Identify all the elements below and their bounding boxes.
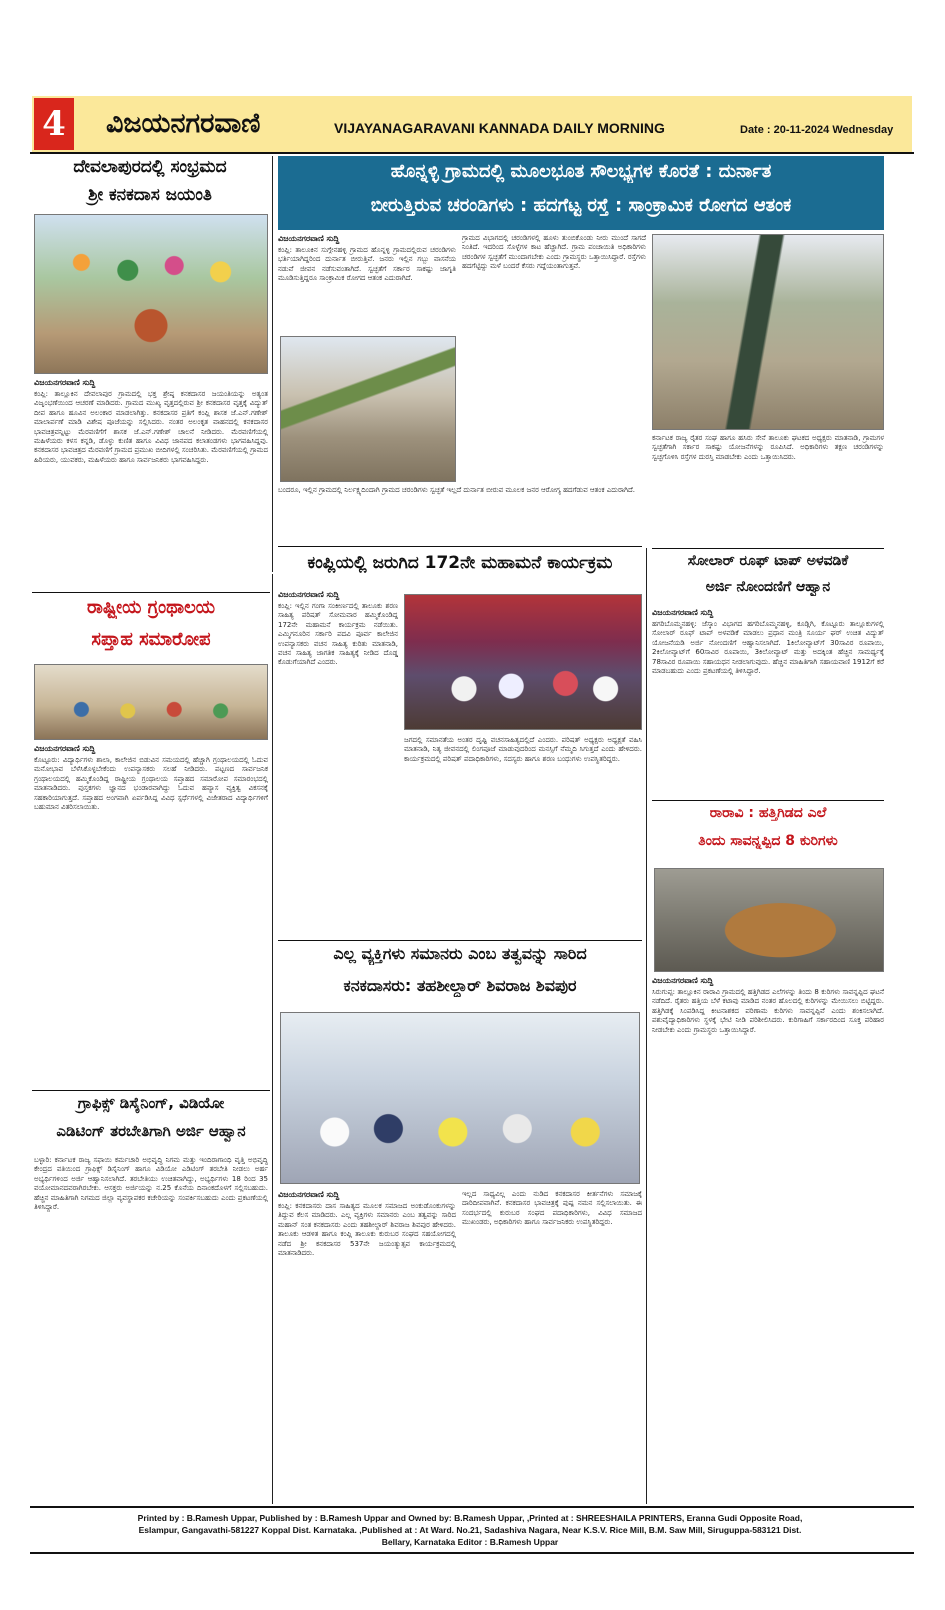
column-divider	[646, 548, 647, 1504]
imprint-line: Printed by : B.Ramesh Uppar, Published by : B.Ramesh Uppar and Owned by: B.Ramesh Uppar, ,Printed at : SHREESHAILA PRINTERS, Eranna Gudi Opposite Road,	[137, 1513, 803, 1523]
headline: ದೇವಲಾಪುರದಲ್ಲಿ ಸಂಭ್ರಮದ	[73, 157, 227, 177]
article-body: ಕರ್ನಾಟಕ ರಾಜ್ಯ ರೈತರ ಸಂಘ ಹಾಗೂ ಹಸಿರು ಸೇನೆ ತಾಲೂಕು ಘಟಕದ ಅಧ್ಯಕ್ಷರು ಮಾತನಾಡಿ, ಗ್ರಾಮಗಳ ಸ್ವಚ್ಛತೆಗಾಗಿ ಸರ್ಕಾರ ಸಾಕಷ್ಟು ಯೋಜನೆಗಳನ್ನು ರೂಪಿಸಿದೆ. ಅಧಿಕಾರಿಗಳು ತಕ್ಷಣ ಚರಂಡಿಗಳನ್ನು ಸ್ವಚ್ಛಗೊಳಿಸಿ ರಸ್ತೆಗಳ ದುರಸ್ತಿ ಮಾಡಬೇಕು ಎಂದು ಒತ್ತಾಯಿಸಿದರು.	[652, 434, 884, 461]
headline: ಬೀರುತ್ತಿರುವ ಚರಂಡಿಗಳು : ಹದಗೆಟ್ಟ ರಸ್ತೆ : ಸಾಂಕ್ರಾಮಿಕ ರೋಗದ ಆತಂಕ	[370, 195, 792, 216]
headline: ಸಪ್ತಾಹ ಸಮಾರೋಪ	[91, 629, 211, 650]
article-body: ಗ್ರಾಮದ ವಿಭಾಗದಲ್ಲಿ ಚರಂಡಿಗಳಲ್ಲಿ ಹೂಳು ತುಂಬಿಕೊಂಡು ನೀರು ಮುಂದೆ ಸಾಗದೆ ನಿಂತಿದೆ. ಇದರಿಂದ ಸೊಳ್ಳೆಗಳ ಕಾಟ ಹೆಚ್ಚಾಗಿದೆ. ಗ್ರಾಮ ಪಂಚಾಯಿತಿ ಅಧಿಕಾರಿಗಳು ಚರಂಡಿಗಳ ಸ್ವಚ್ಛತೆಗೆ ಮುಂದಾಗಬೇಕು ಎಂದು ಗ್ರಾಮಸ್ಥರು ಒತ್ತಾಯಿಸಿದ್ದಾರೆ. ರಸ್ತೆಗಳು ಹದಗೆಟ್ಟಿದ್ದು ಮಳೆ ಬಂದರೆ ಕೆಸರು ಗದ್ದೆಯಂತಾಗುತ್ತವೆ.	[462, 234, 646, 271]
photo-jayanti-group	[280, 1012, 640, 1184]
photo-open-drain	[652, 234, 884, 430]
photo-mahamane-stage	[404, 594, 642, 730]
imprint-line: Eslampur, Gangavathi-581227 Koppal Dist. Karnataka. ,Published at : At Ward. No.21, Sadashiva Nagara, Near K.S.V. Rice Mill, B.M. Saw Mill, Siruguppa-583121 Dist.	[138, 1525, 802, 1535]
article-body: ಕಂಪ್ಲಿ: ಇಲ್ಲಿನ ಗಂಗಾ ಸಂಕೀರ್ಣದಲ್ಲಿ ತಾಲೂಕು ಶರಣ ಸಾಹಿತ್ಯ ಪರಿಷತ್ ಸೋಮವಾರ ಹಮ್ಮಿಕೊಂಡಿದ್ದ 172ನೇ ಮಹಾಮನೆ ಕಾರ್ಯಕ್ರಮ ನಡೆಯಿತು. ಎಮ್ಮಿಗನೂರಿನ ಸರ್ಕಾರಿ ಪದವಿ ಪೂರ್ವ ಕಾಲೇಜಿನ ಉಪನ್ಯಾಸಕರು ವಚನ ಸಾಹಿತ್ಯ ಕುರಿತು ಮಾತನಾಡಿ, ವಚನ ಸಾಹಿತ್ಯ ಜಾಗತಿಕ ಸಾಹಿತ್ಯಕ್ಕೆ ನೀಡಿದ ದೊಡ್ಡ ಕೊಡುಗೆಯಾಗಿದೆ ಎಂದರು.	[278, 602, 398, 667]
photo-village-street	[280, 336, 456, 482]
photo-jayanti-procession	[34, 214, 268, 374]
masthead-title-kannada: ವಿಜಯನಗರವಾಣಿ	[106, 108, 261, 139]
dateline: ವಿಜಯನಗರವಾಣಿ ಸುದ್ದಿ	[278, 590, 340, 599]
dateline: ವಿಜಯನಗರವಾಣಿ ಸುದ್ದಿ	[278, 1190, 340, 1199]
section-rule	[652, 548, 884, 549]
article-body: ಜಗದಲ್ಲಿ ಸಮಾನತೆಯ ಅಂತರ ದೃಷ್ಟಿ ವಚನಸಾಹಿತ್ಯದಲ್ಲಿದೆ ಎಂದರು. ಪರಿಷತ್ ಅಧ್ಯಕ್ಷರು ಅಧ್ಯಕ್ಷತೆ ವಹಿಸಿ ಮಾತನಾಡಿ, ನಿತ್ಯ ಜೀವನದಲ್ಲಿ ಲಿಂಗಪೂಜೆ ಮಾಡುವುದರಿಂದ ಮನಸ್ಸಿಗೆ ನೆಮ್ಮದಿ ಸಿಗುತ್ತದೆ ಎಂದು ಹೇಳಿದರು. ಕಾರ್ಯಕ್ರಮದಲ್ಲಿ ಪರಿಷತ್ ಪದಾಧಿಕಾರಿಗಳು, ಸದಸ್ಯರು ಹಾಗೂ ಶರಣ ಬಂಧುಗಳು ಉಪಸ್ಥಿತರಿದ್ದರು.	[404, 736, 642, 763]
photo-library-event	[34, 664, 268, 740]
section-rule	[652, 800, 884, 801]
headline: ರಾರಾವಿ : ಹತ್ತಿಗಿಡದ ಎಲೆ	[709, 805, 827, 821]
imprint-line: Bellary, Karnataka Editor : B.Ramesh Uppar	[381, 1537, 559, 1547]
dateline: ವಿಜಯನಗರವಾಣಿ ಸುದ್ದಿ	[278, 234, 340, 243]
column-divider	[272, 574, 273, 1504]
headline: ಹೊನ್ನಳ್ಳಿ ಗ್ರಾಮದಲ್ಲಿ ಮೂಲಭೂತ ಸೌಲಭ್ಯಗಳ ಕೊರತೆ : ದುರ್ನಾತ	[390, 161, 772, 182]
footer-rule	[30, 1552, 914, 1554]
article-body: ಬಳ್ಳಾರಿ: ಕರ್ನಾಟಕ ರಾಜ್ಯ ಸಫಾಯಿ ಕರ್ಮಚಾರಿ ಅಭಿವೃದ್ಧಿ ನಿಗಮ ಮತ್ತು ಇಂದಿರಾಗಾಂಧಿ ವೃತ್ತಿ ಅಭಿವೃದ್ಧಿ ಕೇಂದ್ರದ ವತಿಯಿಂದ ಗ್ರಾಫಿಕ್ಸ್ ಡಿಸೈನಿಂಗ್ ಹಾಗೂ ವಿಡಿಯೋ ಎಡಿಟಿಂಗ್ ತರಬೇತಿ ನೀಡಲು ಅರ್ಹ ಅಭ್ಯರ್ಥಿಗಳಿಂದ ಅರ್ಜಿ ಆಹ್ವಾನಿಸಲಾಗಿದೆ. ತರಬೇತಿಯು ಉಚಿತವಾಗಿದ್ದು, ಅಭ್ಯರ್ಥಿಗಳು 18 ರಿಂದ 35 ವಯೋಮಾನದವರಾಗಿರಬೇಕು. ಆಸಕ್ತರು ಅರ್ಜಿಯನ್ನು ನ.25 ಕೊನೆಯ ದಿನಾಂಕದೊಳಗೆ ಸಲ್ಲಿಸಬಹುದು. ಹೆಚ್ಚಿನ ಮಾಹಿತಿಗಾಗಿ ನಿಗಮದ ಜಿಲ್ಲಾ ವ್ಯವಸ್ಥಾಪಕರ ಕಚೇರಿಯನ್ನು ಸಂಪರ್ಕಿಸಬಹುದು ಎಂದು ಪ್ರಕಟಣೆಯಲ್ಲಿ ತಿಳಿಸಿದ್ದಾರೆ.	[34, 1156, 268, 1212]
masthead-date: Date : 20-11-2024 Wednesday	[740, 124, 894, 136]
headline: ರಾಷ್ಟ್ರೀಯ ಗ್ರಂಥಾಲಯ	[86, 597, 216, 618]
headline: ಕಂಪ್ಲಿಯಲ್ಲಿ ಜರುಗಿದ 172ನೇ ಮಹಾಮನೆ ಕಾರ್ಯಕ್ರಮ	[307, 553, 613, 573]
headline: ತಿಂದು ಸಾವನ್ನಪ್ಪಿದ 8 ಕುರಿಗಳು	[698, 833, 838, 849]
headline: ಗ್ರಾಫಿಕ್ಸ್ ಡಿಸೈನಿಂಗ್, ವಿಡಿಯೋ	[77, 1094, 225, 1112]
column-divider	[272, 156, 273, 572]
article-body: ಕೊಟ್ಟೂರು: ವಿದ್ಯಾರ್ಥಿಗಳು ಶಾಲಾ, ಕಾಲೇಜಿನ ಬಿಡುವಿನ ಸಮಯದಲ್ಲಿ ಹೆಚ್ಚಾಗಿ ಗ್ರಂಥಾಲಯದಲ್ಲಿ ಓದುವ ಮನೋಭಾವ ಬೆಳೆಸಿಕೊಳ್ಳಬೇಕೆಂದು ಉಪನ್ಯಾಸಕರು ಸಲಹೆ ನೀಡಿದರು. ಪಟ್ಟಣದ ಸಾರ್ವಜನಿಕ ಗ್ರಂಥಾಲಯದಲ್ಲಿ ಹಮ್ಮಿಕೊಂಡಿದ್ದ ರಾಷ್ಟ್ರೀಯ ಗ್ರಂಥಾಲಯ ಸಪ್ತಾಹದ ಸಮಾರೋಪ ಸಮಾರಂಭದಲ್ಲಿ ಮಾತನಾಡಿದರು. ಪುಸ್ತಕಗಳು ಜ್ಞಾನದ ಭಂಡಾರವಾಗಿದ್ದು ಓದುವ ಹವ್ಯಾಸ ವ್ಯಕ್ತಿತ್ವ ವಿಕಸನಕ್ಕೆ ಸಹಕಾರಿಯಾಗುತ್ತದೆ. ಸಪ್ತಾಹದ ಅಂಗವಾಗಿ ಏರ್ಪಡಿಸಿದ್ದ ವಿವಿಧ ಸ್ಪರ್ಧೆಗಳಲ್ಲಿ ವಿಜೇತರಾದ ವಿದ್ಯಾರ್ಥಿಗಳಿಗೆ ಬಹುಮಾನ ವಿತರಿಸಲಾಯಿತು.	[34, 756, 268, 812]
headline: ಎಡಿಟಿಂಗ್ ತರಬೇತಿಗಾಗಿ ಅರ್ಜಿ ಆಹ್ವಾನ	[56, 1122, 246, 1140]
headline: ಶ್ರೀ ಕನಕದಾಸ ಜಯಂತಿ	[88, 185, 212, 205]
photo-dead-goats	[654, 868, 884, 972]
article-body: ಕಂಪ್ಲಿ: ಕನಕದಾಸರು ದಾಸ ಸಾಹಿತ್ಯದ ಮೂಲಕ ಸಮಾಜದ ಅಂಕುಡೊಂಕುಗಳನ್ನು ತಿದ್ದುವ ಕೆಲಸ ಮಾಡಿದರು. ಎಲ್ಲ ವ್ಯಕ್ತಿಗಳು ಸಮಾನರು ಎಂಬ ತತ್ವವನ್ನು ಸಾರಿದ ಮಹಾನ್ ಸಂತ ಕನಕದಾಸರು ಎಂದು ತಹಶೀಲ್ದಾರ್ ಶಿವರಾಜ ಶಿವಪುರ ಹೇಳಿದರು. ತಾಲೂಕು ಆಡಳಿತ ಹಾಗೂ ಕಂಪ್ಲಿ ತಾಲೂಕು ಕುರುಬರ ಸಂಘದ ಸಹಯೋಗದಲ್ಲಿ ನಡೆದ ಶ್ರೀ ಕನಕದಾಸರ 537ನೇ ಜಯಂತ್ಯುತ್ಸವ ಕಾರ್ಯಕ್ರಮದಲ್ಲಿ ಮಾತನಾಡಿದರು.	[278, 1202, 456, 1258]
headline: ಅರ್ಜಿ ನೋಂದಣಿಗೆ ಆಹ್ವಾನ	[705, 579, 831, 595]
section-rule	[32, 592, 270, 593]
dateline: ವಿಜಯನಗರವಾಣಿ ಸುದ್ದಿ	[652, 976, 714, 985]
section-rule	[32, 1090, 270, 1091]
article-body: ಇಲ್ಲದ ಸಾಧ್ಯವಿಲ್ಲ ಎಂದು ನುಡಿದ ಕನಕದಾಸರ ಕೀರ್ತನೆಗಳು ಸಮಾಜಕ್ಕೆ ದಾರಿದೀಪವಾಗಿವೆ. ಕನಕದಾಸರ ಭಾವಚಿತ್ರಕ್ಕೆ ಪುಷ್ಪ ನಮನ ಸಲ್ಲಿಸಲಾಯಿತು. ಈ ಸಂದರ್ಭದಲ್ಲಿ ಕುರುಬರ ಸಂಘದ ಪದಾಧಿಕಾರಿಗಳು, ವಿವಿಧ ಸಮಾಜದ ಮುಖಂಡರು, ಅಧಿಕಾರಿಗಳು ಹಾಗೂ ಸಾರ್ವಜನಿಕರು ಉಪಸ್ಥಿತರಿದ್ದರು.	[462, 1190, 642, 1227]
footer-rule	[30, 1506, 914, 1508]
dateline: ವಿಜಯನಗರವಾಣಿ ಸುದ್ದಿ	[34, 744, 96, 753]
section-rule	[278, 940, 642, 941]
article-body: ಕಂಪ್ಲಿ: ತಾಲ್ಲೂಕಿನ ದೇವಲಾಪುರ ಗ್ರಾಮದಲ್ಲಿ ಭಕ್ತ ಶ್ರೇಷ್ಠ ಕನಕದಾಸರ ಜಯಂತಿಯನ್ನು ಅತ್ಯಂತ ವಿಜೃಂಭಣೆಯಿಂದ ಆಚರಣೆ ಮಾಡಿದರು. ಗ್ರಾಮದ ಮುಖ್ಯ ವೃತ್ತದಲ್ಲಿರುವ ಶ್ರೀ ಕನಕದಾಸರ ವೃತ್ತಕ್ಕೆ ವಿದ್ಯುತ್ ದೀಪ ಹಾಗೂ ಹೂವಿನ ಅಲಂಕಾರ ಮಾಡಲಾಗಿತ್ತು. ಕನಕದಾಸರ ಪ್ರತಿಗೆ ಕಂಪ್ಲಿ ಶಾಸಕ ಜೆ.ಎನ್.ಗಣೇಶ್ ಮಾಲಾರ್ಪಣೆ ಮಾಡಿ ವಿಶೇಷ ಪೂಜೆಯನ್ನು ಸಲ್ಲಿಸಿದರು. ನಂತರ ಅಲಂಕೃತ ವಾಹನದಲ್ಲಿ ಕನಕದಾಸರ ಭಾವಚಿತ್ರವನ್ನಿಟ್ಟು ಮೆರವಣಿಗೆಗೆ ಶಾಸಕ ಜೆ.ಎನ್.ಗಣೇಶ್ ಚಾಲನೆ ನೀಡಿದರು. ಮೆರವಣಿಗೆಯಲ್ಲಿ ಮಹಿಳೆಯರು ಕಳಸ ಕನ್ನಡಿ, ಡೊಳ್ಳು ಕುಣಿತ ಹಾಗೂ ವಿವಿಧ ಜಾನಪದ ಕಲಾತಂಡಗಳು ಭಾಗವಹಿಸಿದ್ದವು. ಕನಕದಾಸರ ಭಾವಚಿತ್ರದ ಮೆರವಣಿಗೆ ಗ್ರಾಮದ ಪ್ರಮುಖ ಬೀದಿಗಳಲ್ಲಿ ಸಂಚರಿಸಿತು. ಮೆರವಣಿಗೆಯಲ್ಲಿ ಗ್ರಾಮದ ಹಿರಿಯರು, ಯುವಕರು, ಮಹಿಳೆಯರು ಹಾಗೂ ಸಾರ್ವಜನಿಕರು ಭಾಗವಹಿಸಿದ್ದರು.	[34, 390, 268, 464]
dateline: ವಿಜಯನಗರವಾಣಿ ಸುದ್ದಿ	[34, 378, 96, 387]
page-number: 4	[34, 98, 74, 150]
imprint-footer	[30, 1512, 910, 1548]
headline: ಎಲ್ಲ ವ್ಯಕ್ತಿಗಳು ಸಮಾನರು ಎಂಬ ತತ್ವವನ್ನು ಸಾರಿದ	[333, 944, 587, 963]
section-rule	[278, 546, 642, 547]
dateline: ವಿಜಯನಗರವಾಣಿ ಸುದ್ದಿ	[652, 608, 714, 617]
article-body: ಸಿರುಗುಪ್ಪ: ತಾಲ್ಲೂಕಿನ ರಾರಾವಿ ಗ್ರಾಮದಲ್ಲಿ ಹತ್ತಿಗಿಡದ ಎಲೆಗಳನ್ನು ತಿಂದು 8 ಕುರಿಗಳು ಸಾವನ್ನಪ್ಪಿದ ಘಟನೆ ನಡೆದಿದೆ. ರೈತರು ಹತ್ತಿಯ ಬೆಳೆ ಕಟಾವು ಮಾಡಿದ ನಂತರ ಹೊಲದಲ್ಲಿ ಕುರಿಗಳನ್ನು ಮೇಯಿಸಲು ಬಿಟ್ಟಿದ್ದರು. ಹತ್ತಿಗಿಡಕ್ಕೆ ಸಿಂಪಡಿಸಿದ್ದ ಕೀಟನಾಶಕದ ಪರಿಣಾಮ ಕುರಿಗಳು ಸಾವನ್ನಪ್ಪಿವೆ ಎಂದು ಶಂಕಿಸಲಾಗಿದೆ. ಪಶುವೈದ್ಯಾಧಿಕಾರಿಗಳು ಸ್ಥಳಕ್ಕೆ ಭೇಟಿ ನೀಡಿ ಪರಿಶೀಲಿಸಿದರು. ಕುರಿಗಾಹಿಗೆ ಸರ್ಕಾರದಿಂದ ಸೂಕ್ತ ಪರಿಹಾರ ನೀಡಬೇಕು ಎಂದು ಗ್ರಾಮಸ್ಥರು ಒತ್ತಾಯಿಸಿದ್ದಾರೆ.	[652, 988, 884, 1034]
masthead-title-english: VIJAYANAGARAVANI KANNADA DAILY MORNING	[334, 120, 665, 136]
headline: ಕನಕದಾಸರು: ತಹಶೀಲ್ದಾರ್ ಶಿವರಾಜ ಶಿವಪುರ	[343, 976, 577, 995]
masthead-rule	[30, 152, 914, 154]
article-body: ಹಗರಿಬೊಮ್ಮನಹಳ್ಳಿ: ಜೆಸ್ಕಾಂ ವಿಭಾಗದ ಹಗರಿಬೊಮ್ಮನಹಳ್ಳಿ, ಕೂಡ್ಲಿಗಿ, ಕೊಟ್ಟೂರು ತಾಲ್ಲೂಕುಗಳಲ್ಲಿ ಸೋಲಾರ್ ರೂಫ್ ಟಾಪ್ ಅಳವಡಿಕೆ ಮಾಡಲು ಪ್ರಧಾನ ಮಂತ್ರಿ ಸೂರ್ಯ ಘರ್ ಉಚಿತ ವಿದ್ಯುತ್ ಯೋಜನೆಯಡಿ ಅರ್ಜಿ ನೋಂದಣಿಗೆ ಆಹ್ವಾನಿಸಲಾಗಿದೆ. 1ಕಿಲೋವ್ಯಾಟ್‌ಗೆ 30ಸಾವಿರ ರೂಪಾಯಿ, 2ಕಿಲೋವ್ಯಾಟ್‌ಗೆ 60ಸಾವಿರ ರೂಪಾಯಿ, 3ಕಿಲೋವ್ಯಾಟ್ ಮತ್ತು ಅದಕ್ಕಿಂತ ಹೆಚ್ಚಿನ ಸಾಮರ್ಥ್ಯಕ್ಕೆ 78ಸಾವಿರ ರೂಪಾಯಿ ಸಹಾಯಧನ ನೀಡಲಾಗುವುದು. ಹೆಚ್ಚಿನ ಮಾಹಿತಿಗಾಗಿ ಸಹಾಯವಾಣಿ 1912ಗೆ ಕರೆ ಮಾಡಬಹುದು ಎಂದು ಪ್ರಕಟಣೆಯಲ್ಲಿ ತಿಳಿಸಿದ್ದಾರೆ.	[652, 620, 884, 676]
headline: ಸೋಲಾರ್ ರೂಫ್ ಟಾಪ್ ಅಳವಡಿಕೆ	[687, 553, 849, 569]
article-body: ಕಂಪ್ಲಿ: ತಾಲೂಕಿನ ಸುಗ್ಗೇನಹಳ್ಳಿ ಗ್ರಾಮದ ಹೊನ್ನಳ್ಳಿ ಗ್ರಾಮದಲ್ಲಿರುವ ಚರಂಡಿಗಳು ಭರ್ತಿಯಾಗಿದ್ದರಿಂದ ದುರ್ನಾತ ಬೀರುತ್ತಿವೆ. ಜನರು ಇಲ್ಲಿನ ಗಬ್ಬು ವಾಸನೆಯ ನಡುವೆ ಜೀವನ ನಡೆಸುವಂತಾಗಿದೆ. ಸ್ವಚ್ಛತೆಗೆ ಸರ್ಕಾರ ಸಾಕಷ್ಟು ಜಾಗೃತಿ ಮೂಡಿಸುತ್ತಿದ್ದರೂ ಸಾಂಕ್ರಾಮಿಕ ರೋಗದ ಆತಂಕ ಎದುರಾಗಿದೆ.	[278, 246, 456, 283]
article-body: ಬಂದರೂ, ಇಲ್ಲಿನ ಗ್ರಾಮದಲ್ಲಿ ನಿರ್ಲಕ್ಷ್ಯದಿಂದಾಗಿ ಗ್ರಾಮದ ಚರಂಡಿಗಳು ಸ್ವಚ್ಛತೆ ಇಲ್ಲದೆ ದುರ್ನಾತ ಬೀರುವ ಮೂಲಕ ಜನರ ಆರೋಗ್ಯ ಹದಗೆಡುವ ಆತಂಕ ಎದುರಾಗಿದೆ.	[278, 486, 635, 494]
